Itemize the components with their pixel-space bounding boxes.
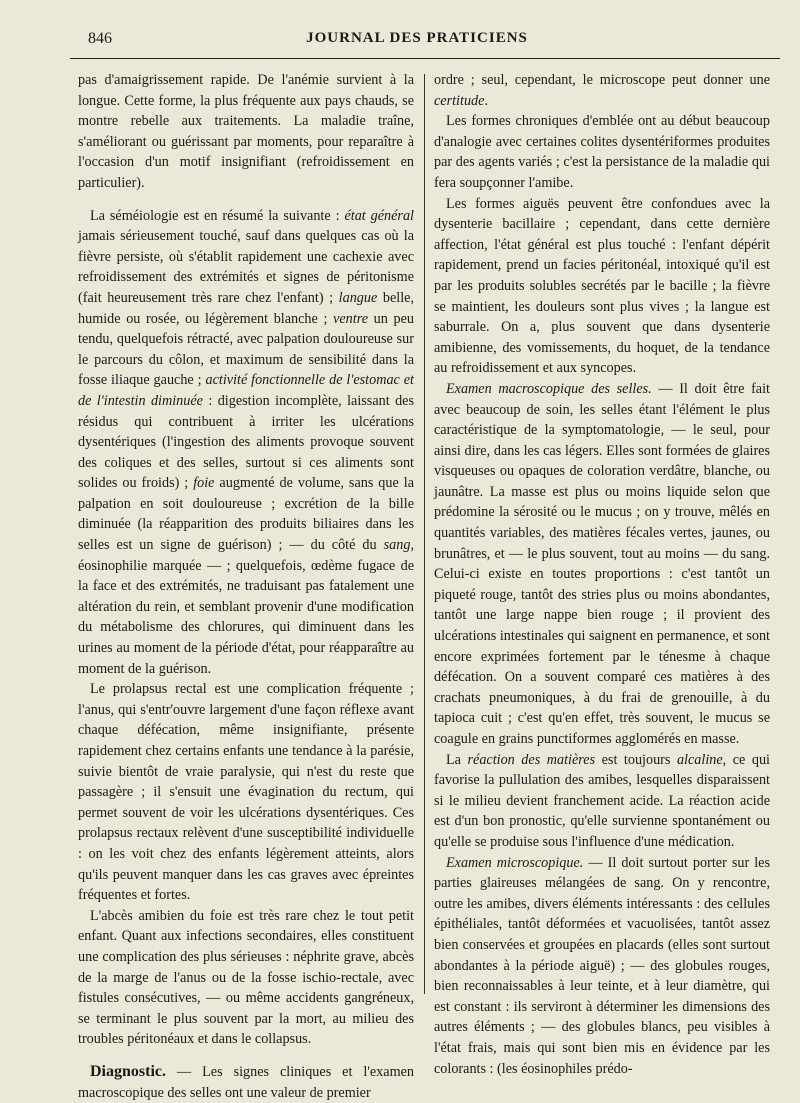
journal-title: JOURNAL DES PRATICIENS: [306, 30, 528, 46]
text-run: La séméiologie est en résumé la suivante :: [90, 207, 345, 224]
paragraph: [434, 379, 770, 750]
text-run: , éosinophilie marquée — ; quelquefois, œdème fugace de la face et des extrémités, ne traduisant pas fatalement une altération du rein, et semblant provenir d'une modification du métabolisme des chlorures, qui diminuent dans les urines au moment de la période d'état, pour réapparaître au moment de la guérison.: [78, 537, 414, 677]
italic-term: ventre: [333, 310, 368, 327]
italic-term: Examen macroscopique des selles.: [446, 380, 652, 397]
text-run: est toujours: [595, 751, 677, 768]
column-divider: [424, 74, 425, 994]
paragraph: [434, 853, 770, 1080]
paragraph: [78, 206, 414, 680]
paragraph: Les formes chroniques d'emblée ont au début beaucoup d'analogie avec certaines colites dysentériformes produites par des agents variés ; c'est la persistance de la maladie qui fera soupçonner l'amibe.: [434, 113, 770, 191]
paragraph: [434, 70, 770, 111]
text-run: jamais sérieusement touché, sauf dans quelques cas où la fièvre persiste, où s'établit rapidement une cachexie avec refroidissement des extrémités et signes de péritonisme (fait heureusement très rare chez l'enfant) ;: [78, 228, 414, 306]
section-heading: Diagnostic.: [90, 1062, 166, 1080]
header-rule: [70, 58, 780, 59]
left-column: [78, 70, 414, 1103]
italic-term: sang: [383, 537, 411, 554]
paragraph: Le prolapsus rectal est une complication fréquente ; l'anus, qui s'entr'ouvre largement d'une façon réflexe avant chaque défécation, même insignifiante, présente rapidement chez certains enfants une tendance à la parésie, suivie bientôt de vraie paralysie, qui n'est du reste que passagère ; il s'ensuit une évagination du rectum, qui permet souvent de voir les ulcérations dysentériques. Ces prolapsus rectaux relèvent d'une susceptibilité individuelle : on les voit chez des enfants légèrement atteints, alors qu'ils peuvent manquer dans les cas graves avec épreintes fréquentes et fortes.: [78, 681, 414, 904]
text-run: — Il doit surtout porter sur les parties glaireuses mélangées de sang. On y rencontre, outre les amibes, divers éléments intéressants : des cellules épithéliales, tantôt déformées et vacuolisées, tantôt assez bien conservées et groupées en placards (elles sont surtout abondantes à la période aiguë) ; — des globules rouges, bien reconnaissables à leur teinte, et à leur diamètre, qui est constant : ils serviront à déterminer les dimensions des autres éléments ; — des globules blancs, peu visibles à l'état frais, mais qui sont bien mis en évidence par les colorants : (les éosinophiles prédo-: [434, 854, 771, 1077]
italic-term: activité fonctionnelle de l'estomac et de l'intestin diminuée: [78, 372, 414, 409]
paragraph: L'abcès amibien du foie est très rare chez le tout petit enfant. Quant aux infections secondaires, elles constituent une complication des plus sérieuses : néphrite grave, abcès de la marge de l'anus ou de la fosse ischio-rectale, avec fistules consécutives, — ou même accidents gangréneux, se terminant le plus souvent par la mort, au milieu des troubles péritonéaux et dans le collapsus.: [78, 907, 414, 1048]
text-run: , ce qui favorise la pullulation des amibes, lesquelles disparaissent si le milieu devient franchement acide. La réaction acide est d'un bon pronostic, qu'elle survienne spontanément ou qu'elle se produise sous l'influence d'une médication.: [434, 751, 770, 850]
italic-term: certitude: [434, 92, 485, 109]
italic-term: foie: [193, 475, 215, 492]
page-number: 846: [88, 30, 112, 47]
text-run: belle, humide ou rosée, ou légèrement blanche ;: [78, 289, 415, 327]
paragraph: Les formes aiguës peuvent être confondues avec la dysenterie bacillaire ; cependant, dans cette dernière affection, l'état général est plus touché : l'enfant dépérit rapidement, prend un facies péritonéal, intoxiqué qu'il est par les produits solubles secrétés par le bacille ; la fièvre se maintient, les douleurs sont plus vives ; la langue est saburrale. On a, plus souvent que dans dysenterie amibienne, des vomissements, du hoquet, de la tendance au refroidissement et aux syncopes.: [434, 195, 770, 377]
paragraph: [434, 750, 770, 853]
text-run: — Il doit être fait avec beaucoup de soin, les selles étant l'élément le plus caractéristique de la symptomatologie, — le seul, pour ainsi dire, dans les cas légers. Elles sont formées de glaires visqueuses ou opaques de coloration verdâtre, blanche, ou jaunâtre. La masse est plus ou moins liquide selon que prédomine la sérosité ou le mucus ; on y trouve, mêlés en quantités variables, des matières fécales vertes, jaunes, ou brunâtres, et — le plus souvent, tout au moins — du sang. Celui-ci existe en toutes proportions : c'est tantôt un piqueté rouge, tantôt des stries plus ou moins abondantes, tantôt une large nappe bien rouge ; il provient des ulcérations intestinales qui saignent en permanence, et sont encore exprimées fortement par le ténesme à chaque défécation. On a souvent comparé ces matières à des crachats pneumoniques, à du frai de grenouille, à du tapioca cuit ; c'est qu'en effet, très souvent, le mucus se coagule en grains punctiformes agglomérés en masse.: [434, 380, 770, 747]
italic-term: état général: [344, 207, 414, 224]
page-header: [70, 30, 764, 58]
text-run: ordre ; seul, cependant, le microscope peut donner une: [434, 72, 770, 88]
paragraph: [78, 1062, 414, 1103]
italic-term: alcaline: [676, 751, 723, 768]
italic-term: réaction des matières: [467, 751, 596, 768]
text-run: augmenté de volume, sans que la palpation en soit douloureuse ; excrétion de la bille diminuée (la réapparition des produits biliaires dans les selles est un signe de guérison) ; — du côté du: [78, 475, 414, 554]
italic-term: Examen microscopique.: [446, 854, 584, 871]
text-run: — Les signes cliniques et l'examen macroscopique des selles ont une valeur de premier: [78, 1063, 414, 1101]
text-run: La: [446, 751, 468, 768]
text-run: .: [484, 92, 488, 109]
text-run: : digestion incomplète, laissant des résidus qui contribuent à irriter les ulcérations dysentériques (l'ingestion des aliments provoque souvent des coliques et des selles, surtout si ces aliments sont solides ou froids) ;: [78, 392, 414, 492]
right-column: [434, 70, 770, 1079]
text-run: un peu tendu, quelquefois rétracté, avec palpation douloureuse sur le parcours du côlon, et maximum de sensibilité dans la fosse iliaque gauche ;: [78, 310, 414, 389]
italic-term: langue: [338, 289, 378, 306]
paragraph: pas d'amaigrissement rapide. De l'anémie survient à la longue. Cette forme, la plus fréquente aux pays chauds, se montre rebelle aux traitements. La maladie traîne, s'améliorant ou guérissant par moments, pour reparaître à l'occasion d'un motif insignifiant (refroidissement en particulier).: [78, 72, 414, 191]
